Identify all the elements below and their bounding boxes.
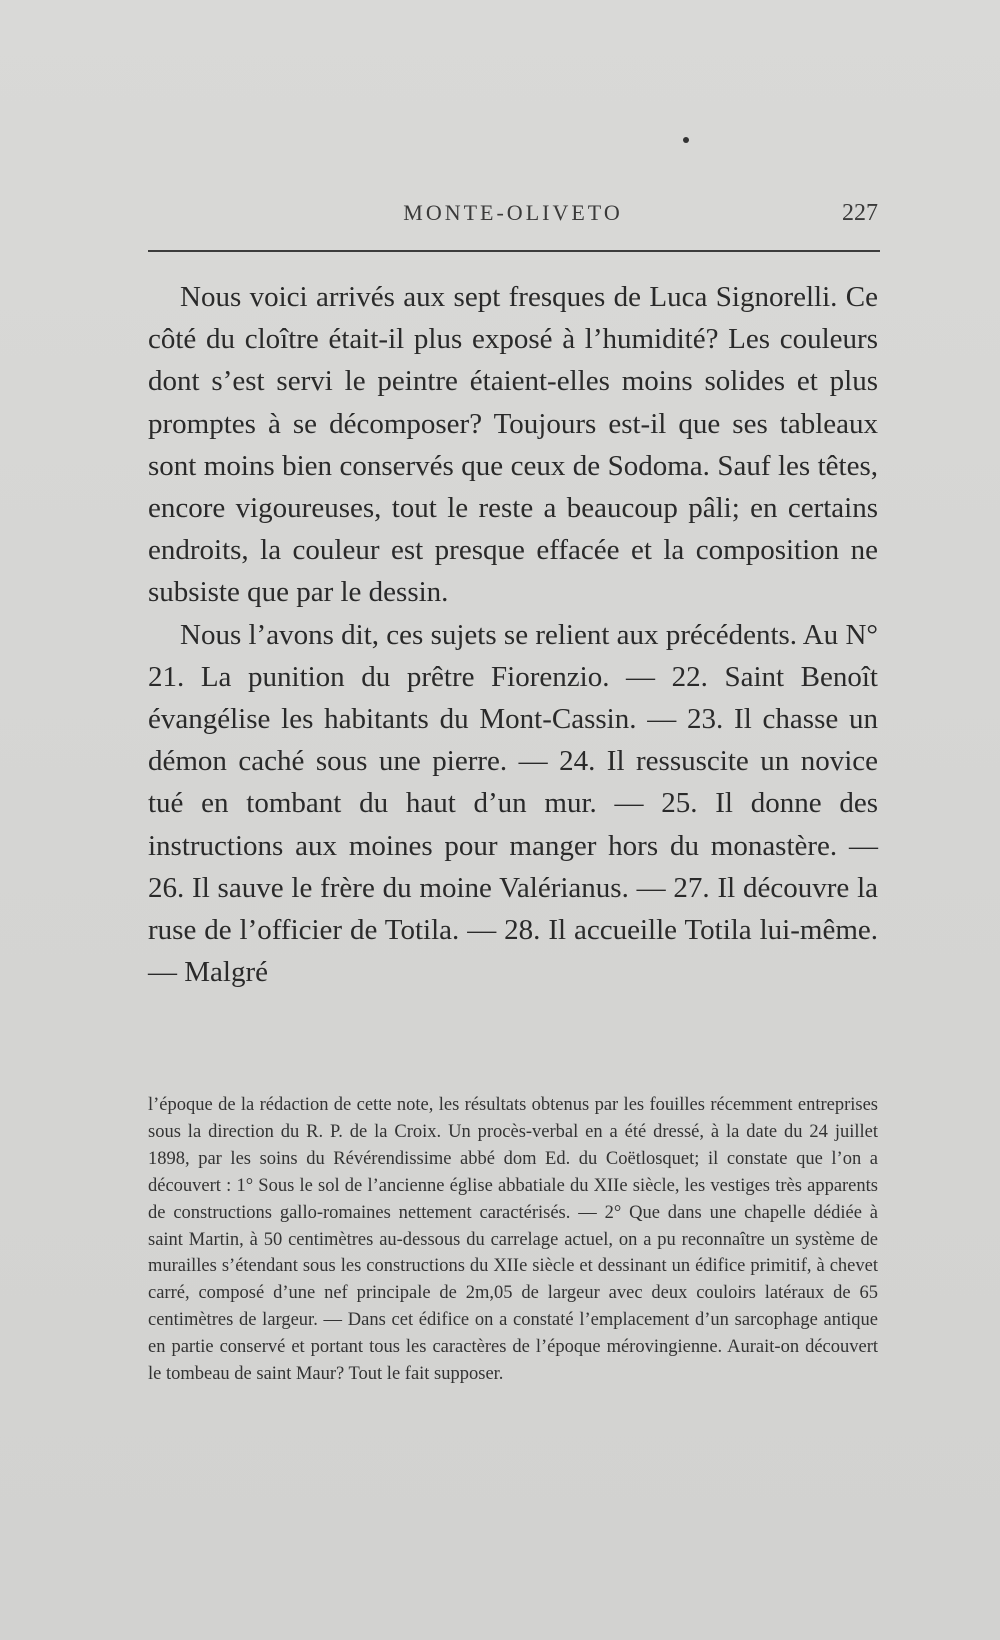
running-head: MONTE-OLIVETO: [403, 200, 623, 225]
page-number: 227: [842, 200, 878, 226]
footnote: [148, 1092, 878, 1388]
paragraph-1: Nous voici arrivés aux sept fresques de Luca Signorelli. Ce côté du cloître était-il plus exposé à l’humidité? Les couleurs dont s’est servi le peintre étaient-elles moins solides et plus promptes à se décomposer? Toujours est-il que ses tableaux sont moins bien conservés que ceux de Sodoma. Sauf les têtes, encore vigoureuses, tout le reste a beaucoup pâli; en certains endroits, la couleur est presque effacée et la composition ne subsiste que par le dessin.: [148, 281, 878, 609]
footnote-text: l’époque de la rédaction de cette note, les résultats obtenus par les fouilles récemment entreprises sous la direction du R. P. de la Croix. Un procès-verbal en a été dressé, à la date du 24 juillet 1898, par les soins du Révérendissime abbé dom Ed. du Coëtlosquet; il constate que l’on a découvert : 1° Sous le sol de l’ancienne église abbatiale du XIIe siècle, les vestiges très apparents de constructions gallo-romaines nettement caractérisés. — 2° Que dans une chapelle dédiée à saint Martin, à 50 centimètres au-dessous du carrelage actuel, on a pu reconnaître un système de murailles s’étendant sous les constructions du XIIe siècle et dessinant un édifice primitif, à chevet carré, composé d’une nef principale de 2m,05 de largeur avec deux couloirs latéraux de 65 centimètres de largeur. — Dans cet édifice on a constaté l’emplacement d’un sarcophage antique en partie conservé et portant tous les caractères de l’époque mérovingienne. Aurait-on découvert le tombeau de saint Maur? Tout le fait supposer.: [148, 1095, 878, 1385]
page-header: [148, 200, 878, 236]
ink-speck: [683, 137, 689, 143]
body-text: [148, 276, 878, 993]
header-rule: [148, 250, 880, 252]
paragraph-2: Nous l’avons dit, ces sujets se relient aux précédents. Au N° 21. La punition du prêtre Fiorenzio. — 22. Saint Benoît évangélise les habitants du Mont-Cassin. — 23. Il chasse un démon caché sous une pierre. — 24. Il ressuscite un novice tué en tombant du haut d’un mur. — 25. Il donne des instructions aux moines pour manger hors du monastère. — 26. Il sauve le frère du moine Valérianus. — 27. Il découvre la ruse de l’officier de Totila. — 28. Il accueille Totila lui-même. — Malgré: [148, 618, 878, 989]
